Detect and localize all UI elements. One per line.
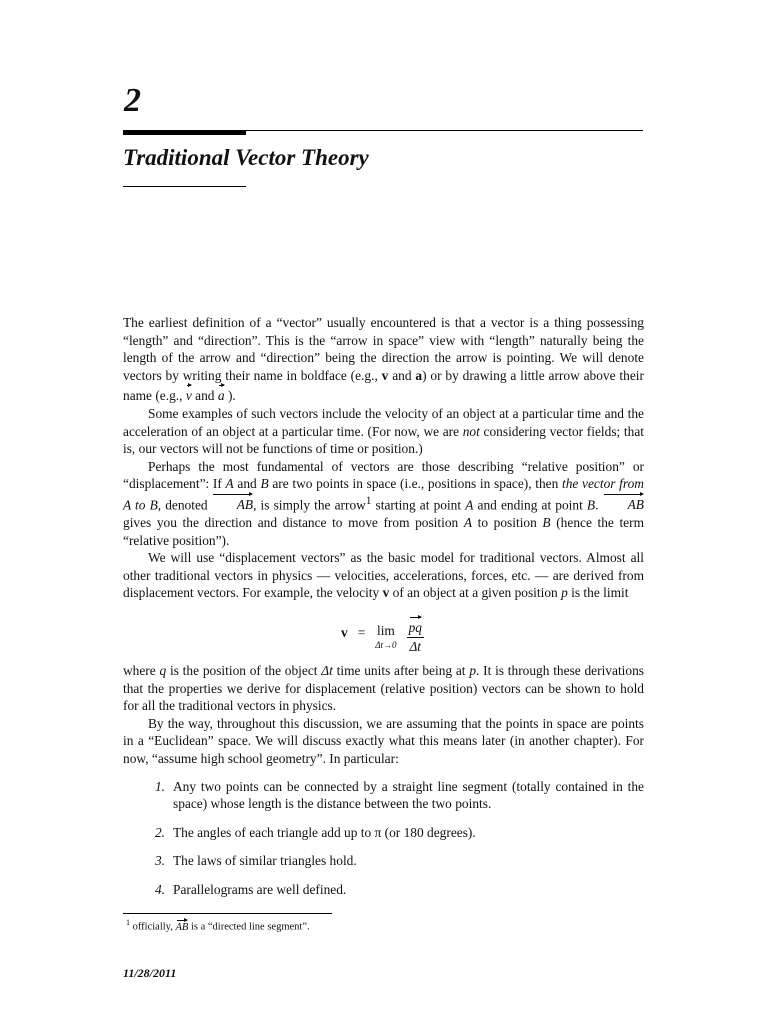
footnote: $^1$ officially, AB is a “directed line segment”.	[126, 918, 310, 933]
body-text	[123, 314, 644, 910]
paragraph-1: The earliest definition of a “vector” usually encountered is that a vector is a thing possessing “length” and “direction”. This is the “arrow in space” view with “length” naturally being the length of the arrow and “direction” being the direction the arrow is pointing. We will denote vectors by writing their name in boldface (e.g., v and a) or by drawing a little arrow above their name (e.g., v and a ).	[123, 315, 644, 404]
list-item: 3. The laws of similar triangles hold.	[154, 853, 357, 869]
list-item: 4. Parallelograms are well defined.	[154, 881, 347, 897]
eq-fraction: $\frac{pq}{\Delta t}$	[407, 616, 424, 655]
paragraph-5: where q is the position of the object Δt time units after being at p. It is through these derivations that the properties we derive for displacement (relative position) vectors can be shown to hold for all the traditional vectors in physics.	[123, 662, 644, 714]
footer-date: 11/28/2011	[123, 966, 177, 980]
list-item: 1. Any two points can be connected by a straight line segment (totally contained in the space) whose length is the distance between the two points.	[154, 778, 644, 812]
eq-lhs: v	[341, 624, 348, 640]
paragraph-4: We will use “displacement vectors” as the basic model for traditional vectors. Almost all other traditional vectors in physics — velocities, accelerations, forces, etc. — are derived from displacement vectors. For example, the velocity v of an object at a given position p is the limit	[123, 550, 644, 601]
eq-equals: =	[357, 624, 366, 640]
title-underline	[123, 186, 246, 187]
paragraph-3: Perhaps the most fundamental of vectors are those describing “relative position” or “displacement”: If A and B are two points in space (i.e., positions in space), then the vector from A to B, denoted AB, is simply the arrow$^1$ starting at point A and ending at point B. AB gives you the direction and distance to move from position A to position B (hence the term “relative position”).	[123, 458, 644, 548]
chapter-rule-thick	[123, 130, 246, 135]
assumption-list	[123, 778, 644, 899]
chapter-title: Traditional Vector Theory	[123, 145, 369, 170]
footnote-rule	[123, 913, 332, 914]
paragraph-2: Some examples of such vectors include the velocity of an object at a particular time and the acceleration of an object at a particular time. (For now, we are not considering vector fields; that is, our vectors will not be functions of time or position.)	[123, 405, 644, 457]
chapter-rule-thin	[246, 130, 643, 131]
velocity-equation	[123, 612, 644, 652]
chapter-number: 2	[124, 82, 141, 119]
eq-limit: lim Δt→0	[375, 622, 397, 650]
paragraph-6: By the way, throughout this discussion, we are assuming that the points in space are points in a “Euclidean” space. We will discuss exactly what this means later (in another chapter). For now, “assume high school geometry”. In particular:	[123, 715, 644, 766]
list-item: 2. The angles of each triangle add up to π (or 180 degrees).	[154, 824, 476, 840]
